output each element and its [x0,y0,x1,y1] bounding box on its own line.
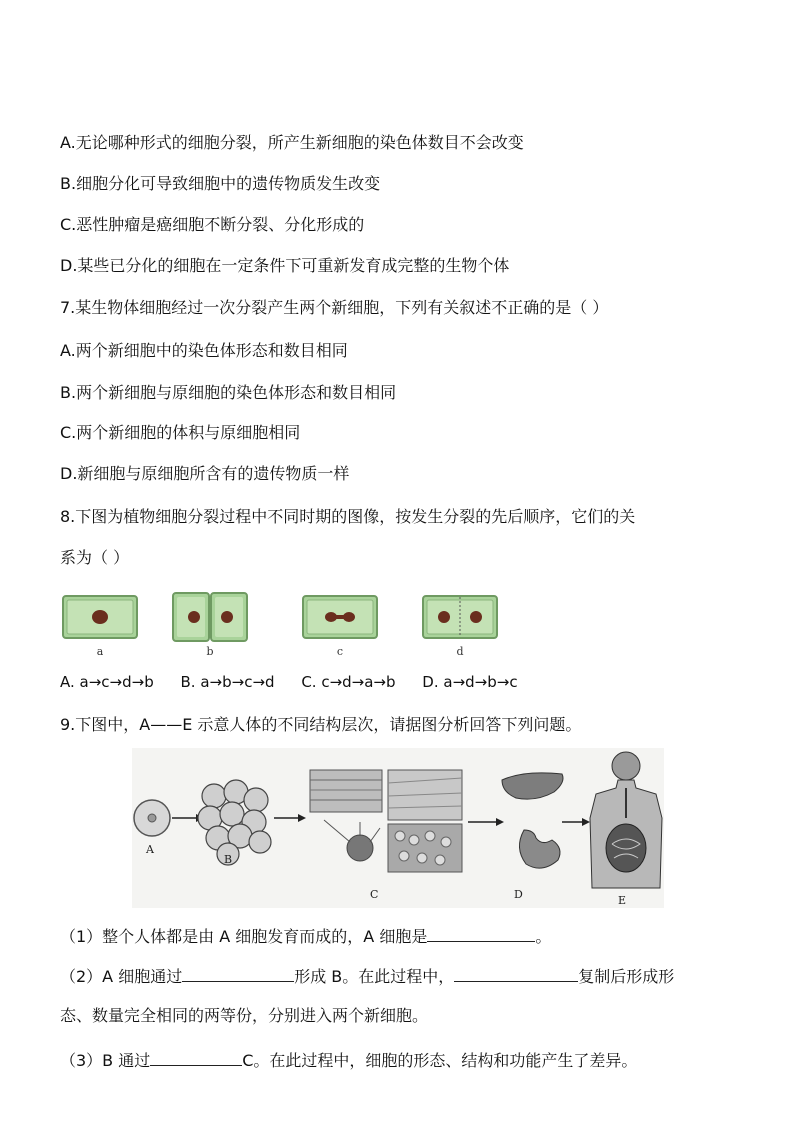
cell-a-image [62,592,138,642]
cell-d-image [422,592,498,642]
cell-d-label: d [456,645,464,658]
fig-label-a: A [146,843,154,856]
question-9: 9.下图中，A——E 示意人体的不同结构层次，请据图分析回答下列问题。 [60,715,582,734]
cell-b-image [172,592,248,642]
q8-option-c: C. c→d→a→b [301,673,396,691]
sub-question-2 [60,965,674,987]
q7-option-a: A.两个新细胞中的染色体形态和数目相同 [60,341,348,360]
sub-question-1-end: 。 [535,927,552,946]
sub-question-3-text-b: C。在此过程中，细胞的形态、结构和功能产生了差异。 [242,1051,638,1070]
fig-label-e: E [618,894,627,907]
sub-question-2-text-b: 形成 B。在此过程中， [294,967,455,986]
q7-option-b: B.两个新细胞与原细胞的染色体形态和数目相同 [60,383,397,402]
cell-d [422,592,498,658]
option-c-text: C.恶性肿瘤是癌细胞不断分裂、分化形成的 [60,215,365,234]
question-8-line2: 系为（ ） [60,548,130,567]
q8-option-b: B. a→b→c→d [180,673,275,691]
fig-label-c: C [370,888,379,901]
cell-b [172,592,248,658]
question-8-line1: 8.下图为植物细胞分裂过程中不同时期的图像，按发生分裂的先后顺序，它们的关 [60,507,636,526]
q7-option-c: C.两个新细胞的体积与原细胞相同 [60,423,301,442]
question-7: 7.某生物体细胞经过一次分裂产生两个新细胞，下列有关叙述不正确的是（ ） [60,298,609,317]
plant-cell-division-figure [60,592,520,662]
option-b-text: B.细胞分化可导致细胞中的遗传物质发生改变 [60,174,381,193]
cell-b-label: b [206,645,214,658]
answer-blank-2[interactable] [182,965,294,982]
sub-question-2-cont: 态、数量完全相同的两等份，分别进入两个新细胞。 [60,1006,429,1025]
q8-options [60,673,540,691]
answer-blank-3[interactable] [454,965,578,982]
sub-question-3 [60,1049,637,1071]
fig-label-d: D [514,888,523,901]
cell-c-label: c [336,645,344,658]
sub-question-2-text-c: 复制后形成形 [578,967,675,986]
body-structure-figure [132,748,664,908]
q8-option-a: A. a→c→d→b [60,673,154,691]
q8-option-d: D. a→d→b→c [422,673,518,691]
sub-question-3-text-a: （3）B 通过 [60,1051,151,1070]
body-structure-image [132,748,664,908]
cell-c-image [302,592,378,642]
cell-a-label: a [96,645,104,658]
q7-option-d: D.新细胞与原细胞所含有的遗传物质一样 [60,464,350,483]
option-a-text: A.无论哪种形式的细胞分裂，所产生新细胞的染色体数目不会改变 [60,133,524,152]
fig-label-b: B [224,853,233,866]
answer-blank-4[interactable] [150,1049,242,1066]
sub-question-1 [60,925,551,947]
cell-c [302,592,378,658]
option-d-text: D.某些已分化的细胞在一定条件下可重新发育成完整的生物个体 [60,256,510,275]
sub-question-1-text: （1）整个人体都是由 A 细胞发育而成的，A 细胞是 [60,927,428,946]
cell-a [62,592,138,658]
sub-question-2-text-a: （2）A 细胞通过 [60,967,183,986]
answer-blank-1[interactable] [427,925,535,942]
